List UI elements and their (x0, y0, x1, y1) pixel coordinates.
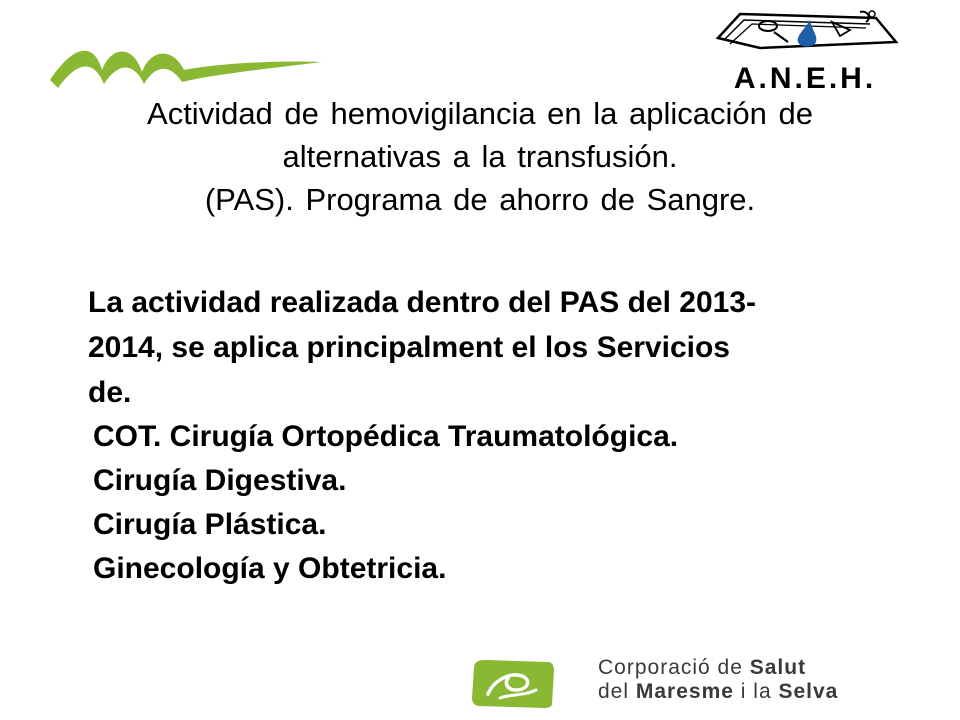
corporacio-line-1-bold: Salut (749, 656, 807, 679)
corporacio-line-1-regular: Corporació de (598, 656, 743, 679)
corporacio-line-1 (598, 656, 838, 680)
green-wave-logo (44, 34, 326, 94)
service-item: Ginecología y Obtetricia. (93, 552, 447, 585)
aneh-text: A.N.E.H. (733, 62, 877, 95)
aneh-logo (700, 8, 910, 94)
service-list (88, 415, 928, 591)
title-line-1: Actividad de hemovigilancia en la aplicación de (147, 96, 813, 131)
corporacio-line-2 (598, 680, 838, 704)
service-item: COT. Cirugía Ortopédica Traumatológica. (93, 420, 679, 453)
intro-line-1: La actividad realizada dentro del PAS del 2013- (88, 286, 757, 319)
corporacio-emblem-icon (470, 660, 554, 708)
corporacio-line-2-bold: Maresme (635, 680, 734, 703)
corporacio-line-2-bold-b: Selva (778, 680, 839, 703)
title-line-3: (PAS). Programa de ahorro de Sangre. (204, 182, 756, 217)
aneh-emblem-icon (700, 8, 910, 64)
page-title (40, 92, 920, 221)
intro-line-3: de. (88, 376, 132, 409)
wave-shape (50, 51, 322, 88)
service-item: Cirugía Plástica. (93, 508, 327, 541)
intro-line-2: 2014, se aplica principalment el los Servicios (88, 331, 730, 364)
body-text (88, 280, 928, 591)
corporacio-text (598, 656, 838, 704)
service-item: Cirugía Digestiva. (93, 464, 347, 497)
title-line-2: alternativas a la transfusión. (282, 139, 678, 174)
corporacio-line-2-regular-b: i la (740, 680, 772, 703)
corporacio-salut-logo (466, 656, 886, 712)
corporacio-line-2-regular-a: del (598, 680, 630, 703)
